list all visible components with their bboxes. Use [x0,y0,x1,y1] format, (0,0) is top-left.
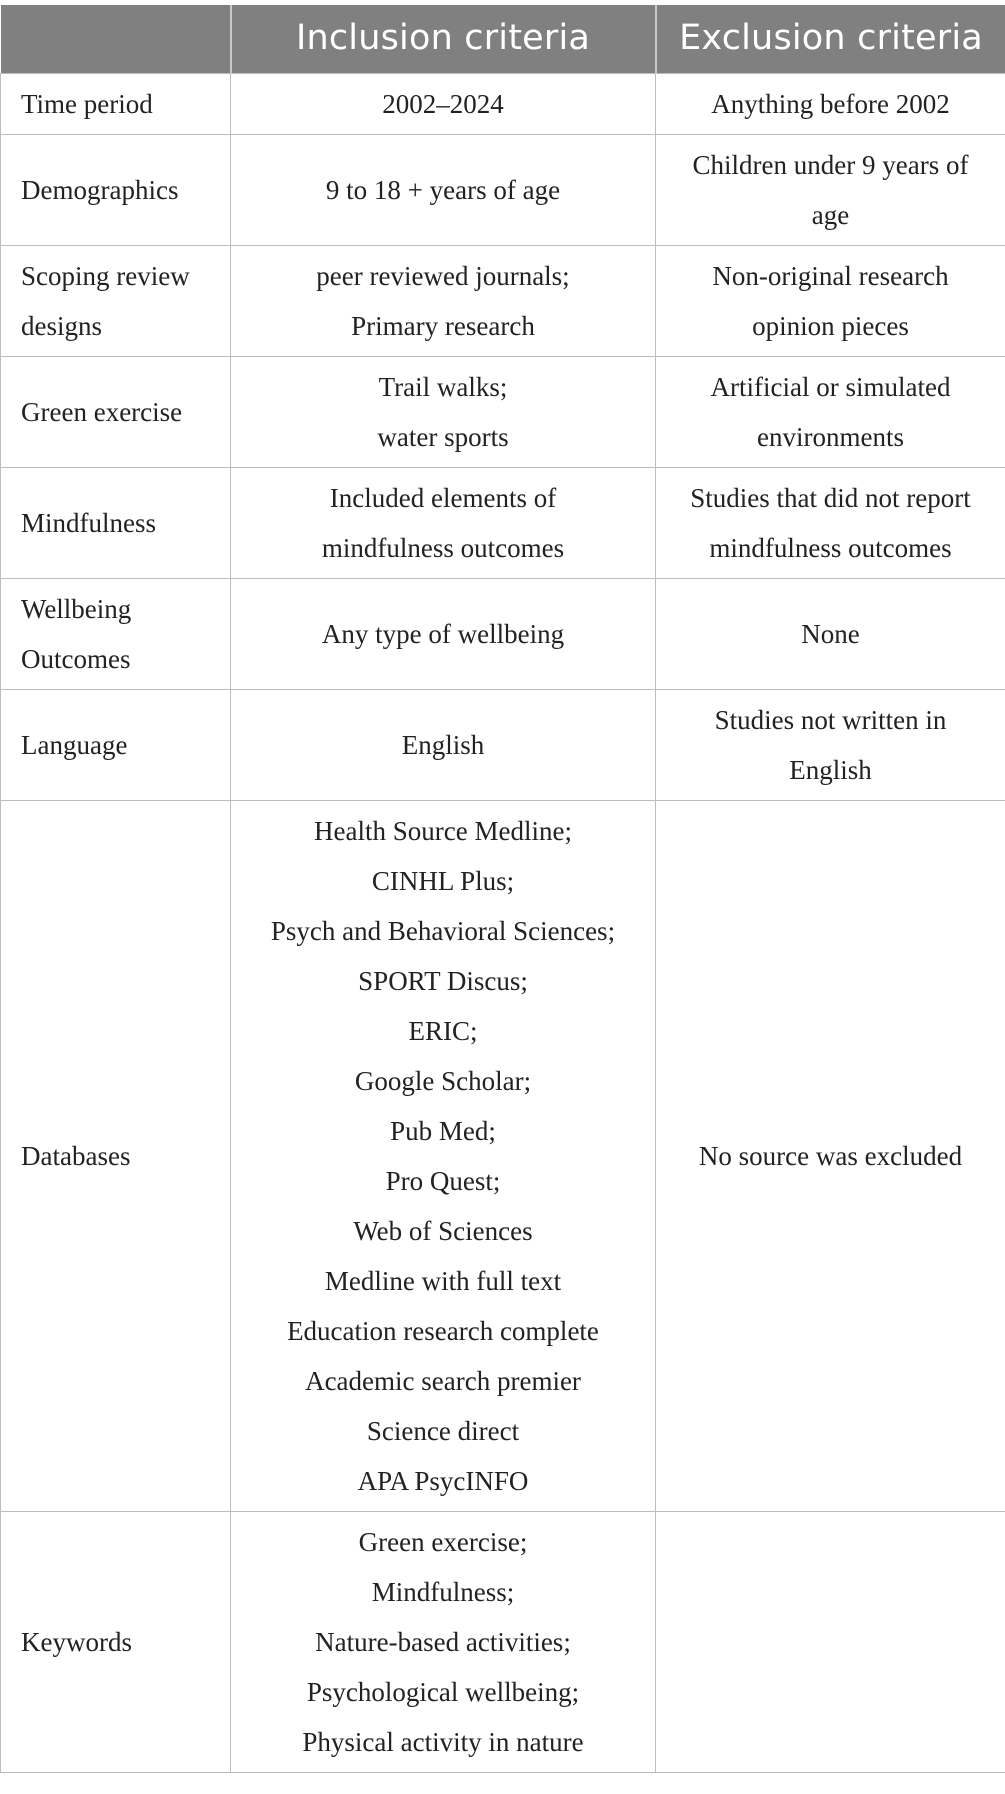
criteria-table-container [0,5,1005,1773]
exclusion-line: Anything before 2002 [711,88,950,119]
inclusion-line: Primary research [351,310,535,341]
inclusion-line: mindfulness outcomes [321,532,565,563]
row-label-line: Scoping review [21,260,190,291]
table-row-time-period [1,73,1005,134]
inclusion-line: Included elements of [329,482,557,513]
inclusion-line: Green exercise; [358,1526,528,1557]
inclusion-line: Science direct [366,1415,520,1446]
row-label-cell [1,578,231,689]
exclusion-line: opinion pieces [752,310,909,341]
row-label-cell [1,1511,231,1772]
header-row [1,5,1005,73]
inclusion-line: Physical activity in nature [302,1726,584,1757]
row-label-cell [1,689,231,800]
exclusion-cell [656,356,1005,467]
inclusion-cell [231,467,656,578]
exclusion-line: None [801,618,860,649]
exclusion-line: Studies that did not report [690,482,971,513]
table-row-databases [1,800,1005,1511]
table-header [1,5,1005,73]
row-label-cell [1,467,231,578]
table-row-demographics [1,134,1005,245]
exclusion-line: No source was excluded [698,1140,963,1171]
row-label-line: designs [21,310,102,341]
exclusion-line: age [811,199,850,230]
inclusion-cell [231,1511,656,1772]
table-row-mindfulness [1,467,1005,578]
inclusion-line: ERIC; [408,1015,478,1046]
exclusion-cell [656,73,1005,134]
inclusion-cell [231,689,656,800]
row-label-line: Time period [21,88,153,119]
exclusion-cell [656,134,1005,245]
row-label-cell [1,800,231,1511]
inclusion-line: Education research complete [287,1315,599,1346]
table-body [1,73,1005,1772]
exclusion-cell [656,800,1005,1511]
exclusion-cell [656,578,1005,689]
table-row-wellbeing-outcomes [1,578,1005,689]
inclusion-line: Google Scholar; [354,1065,532,1096]
row-label-line: Language [21,729,128,760]
inclusion-line: Mindfulness; [371,1576,515,1607]
row-label-line: Demographics [21,174,179,205]
inclusion-cell [231,578,656,689]
exclusion-line: Children under 9 years of [692,149,969,180]
row-label-line: Wellbeing [21,593,132,624]
inclusion-line: Web of Sciences [353,1215,533,1246]
inclusion-line: Trail walks; [378,371,508,402]
inclusion-line: SPORT Discus; [358,965,528,996]
exclusion-line: mindfulness outcomes [709,532,952,563]
exclusion-line: Studies not written in [714,704,947,735]
inclusion-line: Nature-based activities; [315,1626,571,1657]
row-label-cell [1,73,231,134]
header-blank-cell [1,5,231,73]
inclusion-line: 2002–2024 [382,88,504,119]
inclusion-line: Academic search premier [305,1365,581,1396]
header-exclusion-criteria: Exclusion criteria [656,5,1005,73]
exclusion-line: English [789,754,872,785]
inclusion-cell [231,800,656,1511]
inclusion-line: CINHL Plus; [371,865,515,896]
inclusion-line: 9 to 18 + years of age [325,174,561,205]
exclusion-line: Non-original research [712,260,949,291]
exclusion-line: environments [757,421,904,452]
table-row-green-exercise [1,356,1005,467]
inclusion-line: water sports [377,421,509,452]
inclusion-line: Pro Quest; [385,1165,501,1196]
inclusion-line: APA PsycINFO [357,1465,529,1496]
row-label-line: Keywords [21,1626,132,1657]
inclusion-line: Pub Med; [390,1115,496,1146]
inclusion-line: Any type of wellbeing [321,618,565,649]
exclusion-cell [656,689,1005,800]
inclusion-cell [231,73,656,134]
inclusion-cell [231,245,656,356]
inclusion-line: Psychological wellbeing; [306,1676,580,1707]
inclusion-cell [231,356,656,467]
row-label-cell [1,245,231,356]
row-label-line: Databases [21,1140,131,1171]
inclusion-line: Medline with full text [324,1265,562,1296]
inclusion-line: English [401,729,485,760]
exclusion-line: Artificial or simulated [710,371,951,402]
exclusion-cell [656,467,1005,578]
criteria-table [0,5,1005,1773]
inclusion-line: Psych and Behavioral Sciences; [270,915,616,946]
inclusion-cell [231,134,656,245]
inclusion-line: peer reviewed journals; [316,260,570,291]
table-row-language [1,689,1005,800]
table-row-keywords [1,1511,1005,1772]
row-label-line: Green exercise [21,396,183,427]
row-label-line: Mindfulness [21,507,156,538]
row-label-line: Outcomes [21,643,131,674]
table-row-scoping-review-designs [1,245,1005,356]
header-inclusion-criteria: Inclusion criteria [231,5,656,73]
inclusion-line: Health Source Medline; [314,815,572,846]
row-label-cell [1,134,231,245]
exclusion-cell [656,245,1005,356]
row-label-cell [1,356,231,467]
exclusion-cell [656,1511,1005,1772]
